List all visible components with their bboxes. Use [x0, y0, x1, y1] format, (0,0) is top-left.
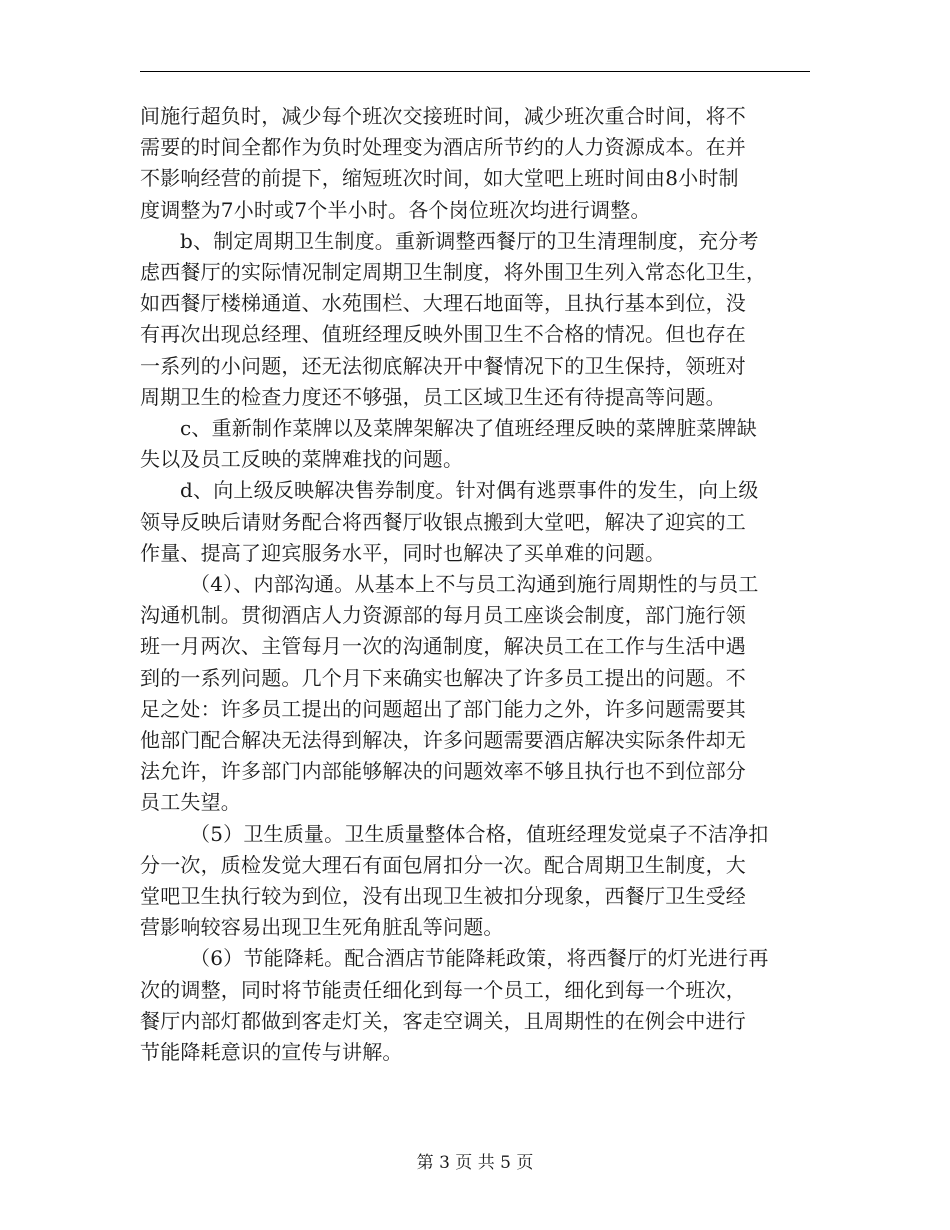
text-line: 次的调整，同时将节能责任细化到每一个员工，细化到每一个班次，: [140, 977, 746, 1002]
text-line: 领导反映后请财务配合将西餐厅收银点搬到大堂吧，解决了迎宾的工: [140, 509, 746, 534]
text-line: 虑西餐厅的实际情况制定周期卫生制度，将外围卫生列入常态化卫生，: [140, 260, 767, 285]
page-number-footer: 第 3 页 共 5 页: [416, 1153, 534, 1173]
paragraph-b: [140, 226, 810, 413]
text-line: 他部门配合解决无法得到解决，许多问题需要酒店解决实际条件却无: [140, 728, 746, 753]
text-line: 足之处：许多员工提出的问题超出了部门能力之外，许多问题需要其: [140, 696, 746, 721]
text-line: 一系列的小问题，还无法彻底解决开中餐情况下的卫生保持，领班对: [140, 353, 746, 378]
text-line: d、向上级反映解决售券制度。针对偶有逃票事件的发生，向上级: [180, 478, 759, 503]
document-body: [140, 101, 810, 1068]
text-line: （6）节能降耗。配合酒店节能降耗政策，将西餐厅的灯光进行再: [190, 946, 769, 971]
text-line: 有再次出现总经理、值班经理反映外围卫生不合格的情况。但也存在: [140, 322, 746, 347]
text-line: （5）卫生质量。卫生质量整体合格，值班经理发觉桌子不洁净扣: [190, 821, 769, 846]
text-line: c、重新制作菜牌以及菜牌架解决了值班经理反映的菜牌脏菜牌缺: [180, 416, 758, 441]
text-line: 作量、提高了迎宾服务水平，同时也解决了买单难的问题。: [140, 540, 666, 565]
text-line: 堂吧卫生执行较为到位，没有出现卫生被扣分现象，西餐厅卫生受经: [140, 884, 746, 909]
text-line: 班一月两次、主管每月一次的沟通制度，解决员工在工作与生活中遇: [140, 634, 746, 659]
paragraph-item4: [140, 569, 810, 819]
text-line: b、制定周期卫生制度。重新调整西餐厅的卫生清理制度，充分考: [180, 228, 759, 253]
text-line: （4）、内部沟通。从基本上不与员工沟通到施行周期性的与员工: [190, 572, 759, 597]
paragraph-item5: [140, 819, 810, 944]
text-line: 到的一系列问题。几个月下来确实也解决了许多员工提出的问题。不: [140, 665, 746, 690]
text-line: 如西餐厅楼梯通道、水苑围栏、大理石地面等，且执行基本到位，没: [140, 291, 746, 316]
text-line: 度调整为7小时或7个半小时。各个岗位班次均进行调整。: [140, 197, 651, 222]
text-line: 失以及员工反映的菜牌难找的问题。: [140, 447, 464, 472]
text-line: 法允许，许多部门内部能够解决的问题效率不够且执行也不到位部分: [140, 759, 746, 784]
paragraph-continued: [140, 101, 810, 226]
text-line: 餐厅内部灯都做到客走灯关，客走空调关，且周期性的在例会中进行: [140, 1008, 746, 1033]
text-line: 员工失望。: [140, 790, 241, 815]
paragraph-c: [140, 413, 810, 475]
text-line: 沟通机制。贯彻酒店人力资源部的每月员工座谈会制度，部门施行领: [140, 603, 746, 628]
paragraph-item6: [140, 943, 810, 1068]
text-line: 营影响较容易出现卫生死角脏乱等问题。: [140, 915, 504, 940]
text-line: 不影响经营的前提下，缩短班次时间，如大堂吧上班时间由8小时制: [140, 166, 739, 191]
text-line: 间施行超负时，减少每个班次交接班时间，减少班次重合时间，将不: [140, 104, 746, 128]
header-rule: [140, 71, 810, 72]
text-line: 分一次，质检发觉大理石有面包屑扣分一次。配合周期卫生制度，大: [140, 852, 746, 877]
text-line: 周期卫生的检查力度还不够强，员工区域卫生还有待提高等问题。: [140, 384, 726, 409]
paragraph-d: [140, 475, 810, 569]
text-line: 需要的时间全都作为负时处理变为酒店所节约的人力资源成本。在并: [140, 135, 746, 160]
text-line: 节能降耗意识的宣传与讲解。: [140, 1040, 403, 1065]
